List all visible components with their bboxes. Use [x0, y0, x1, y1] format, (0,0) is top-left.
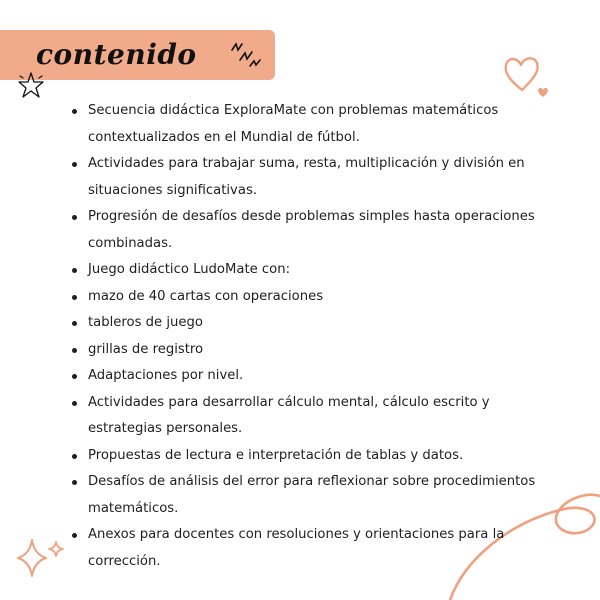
- list-item: Actividades para trabajar suma, resta, multiplicación y división en situaciones significativas.: [72, 151, 542, 204]
- list-item: Juego didáctico LudoMate con:: [72, 257, 542, 284]
- sparkle-lines-icon: [228, 40, 264, 70]
- list-item: Secuencia didáctica ExploraMate con problemas matemáticos contextualizados en el Mundial de fútbol.: [72, 98, 542, 151]
- list-item: tableros de juego: [72, 310, 542, 337]
- list-item: Propuestas de lectura e interpretación de tablas y datos.: [72, 443, 542, 470]
- list-item: Desafíos de análisis del error para reflexionar sobre procedimientos matemáticos.: [72, 469, 542, 522]
- content-list: [72, 98, 542, 575]
- list-item: grillas de registro: [72, 337, 542, 364]
- list-item: Adaptaciones por nivel.: [72, 363, 542, 390]
- sparkle-icon: [14, 536, 70, 580]
- list-item: Progresión de desafíos desde problemas simples hasta operaciones combinadas.: [72, 204, 542, 257]
- list-item: mazo de 40 cartas con operaciones: [72, 284, 542, 311]
- list-item: Anexos para docentes con resoluciones y orientaciones para la corrección.: [72, 522, 542, 575]
- page-title: contenido: [36, 38, 197, 71]
- list-item: Actividades para desarrollar cálculo mental, cálculo escrito y estrategias personales.: [72, 390, 542, 443]
- star-outline-icon: [16, 70, 46, 100]
- small-heart-icon: [537, 86, 549, 98]
